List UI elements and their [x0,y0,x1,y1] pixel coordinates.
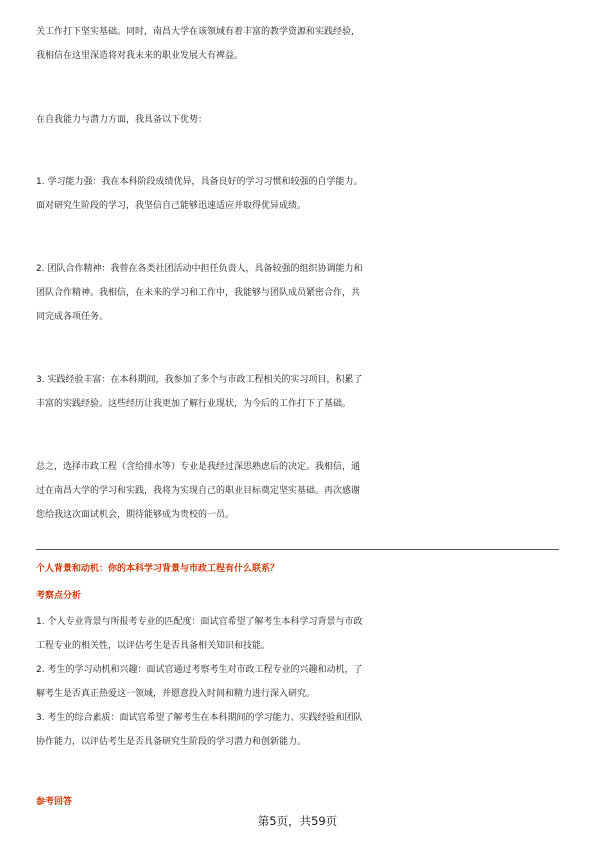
list-item: 2. 考生的学习动机和兴趣：面试官通过考察考生对市政工程专业的兴趣和动机，了 [36,665,363,675]
analysis-list [36,610,561,754]
list-item: 协作能力，以评估考生是否具备研究生阶段的学习潜力和创新能力。 [36,737,307,747]
intro-paragraph [36,20,561,68]
text-line: 您给我这次面试机会，期待能够成为贵校的一员。 [36,510,235,520]
text-line: 同完成各项任务。 [36,312,109,322]
analysis-heading [36,585,561,607]
list-item: 解考生是否真正热爱这一领域，并愿意投入时间和精力进行深入研究。 [36,689,316,699]
text-line: 2. 团队合作精神：我曾在各类社团活动中担任负责人，具备较强的组织协调能力和 [36,264,363,274]
answer-heading [36,791,561,813]
page-footer: 第5页，共59页 [257,814,338,828]
ability-teamwork [36,257,561,329]
text-line: 1. 学习能力强：我在本科阶段成绩优异，具备良好的学习习惯和较强的自学能力。 [36,177,363,187]
text-line: 3. 实践经验丰富：在本科期间，我参加了多个与市政工程相关的实习项目，积累了 [36,375,363,385]
text-line: 团队合作精神。我相信，在未来的学习和工作中，我能够与团队成员紧密合作，共 [36,288,361,298]
text-line: 我相信在这里深造将对我未来的职业发展大有裨益。 [36,51,244,61]
question-heading [36,558,561,580]
text-line: 关工作打下坚实基础。同时，南昌大学在该领域有着丰富的教学资源和实践经验， [36,27,361,37]
text-line: 面对研究生阶段的学习，我坚信自己能够迅速适应并取得优异成绩。 [36,201,307,211]
list-item: 1. 个人专业背景与所报考专业的匹配度：面试官希望了解考生本科学习背景与市政 [36,617,363,627]
text-line: 总之，选择市政工程（含给排水等）专业是我经过深思熟虑后的决定。我相信，通 [36,462,361,472]
text-line: 过在南昌大学的学习和实践，我将为实现自己的职业目标奠定坚实基础。再次感谢 [36,486,361,496]
heading-text: 考察点分析 [36,591,82,601]
ability-learning [36,170,561,218]
abilities-intro [36,108,561,132]
conclusion-paragraph [36,455,561,527]
ability-practice [36,368,561,416]
section-divider [36,549,559,550]
list-item: 工程专业的相关性，以评估考生是否具备相关知识和技能。 [36,641,271,651]
heading-text: 参考回答 [36,797,73,807]
text-line: 在自我能力与潜力方面，我具备以下优势： [36,115,208,125]
list-item: 3. 考生的综合素质：面试官希望了解考生在本科期间的学习能力、实践经验和团队 [36,713,363,723]
question-text: 个人背景和动机：你的本科学习背景与市政工程有什么联系？ [36,564,280,574]
text-line: 丰富的实践经验。这些经历让我更加了解行业现状，为今后的工作打下了基础。 [36,399,352,409]
